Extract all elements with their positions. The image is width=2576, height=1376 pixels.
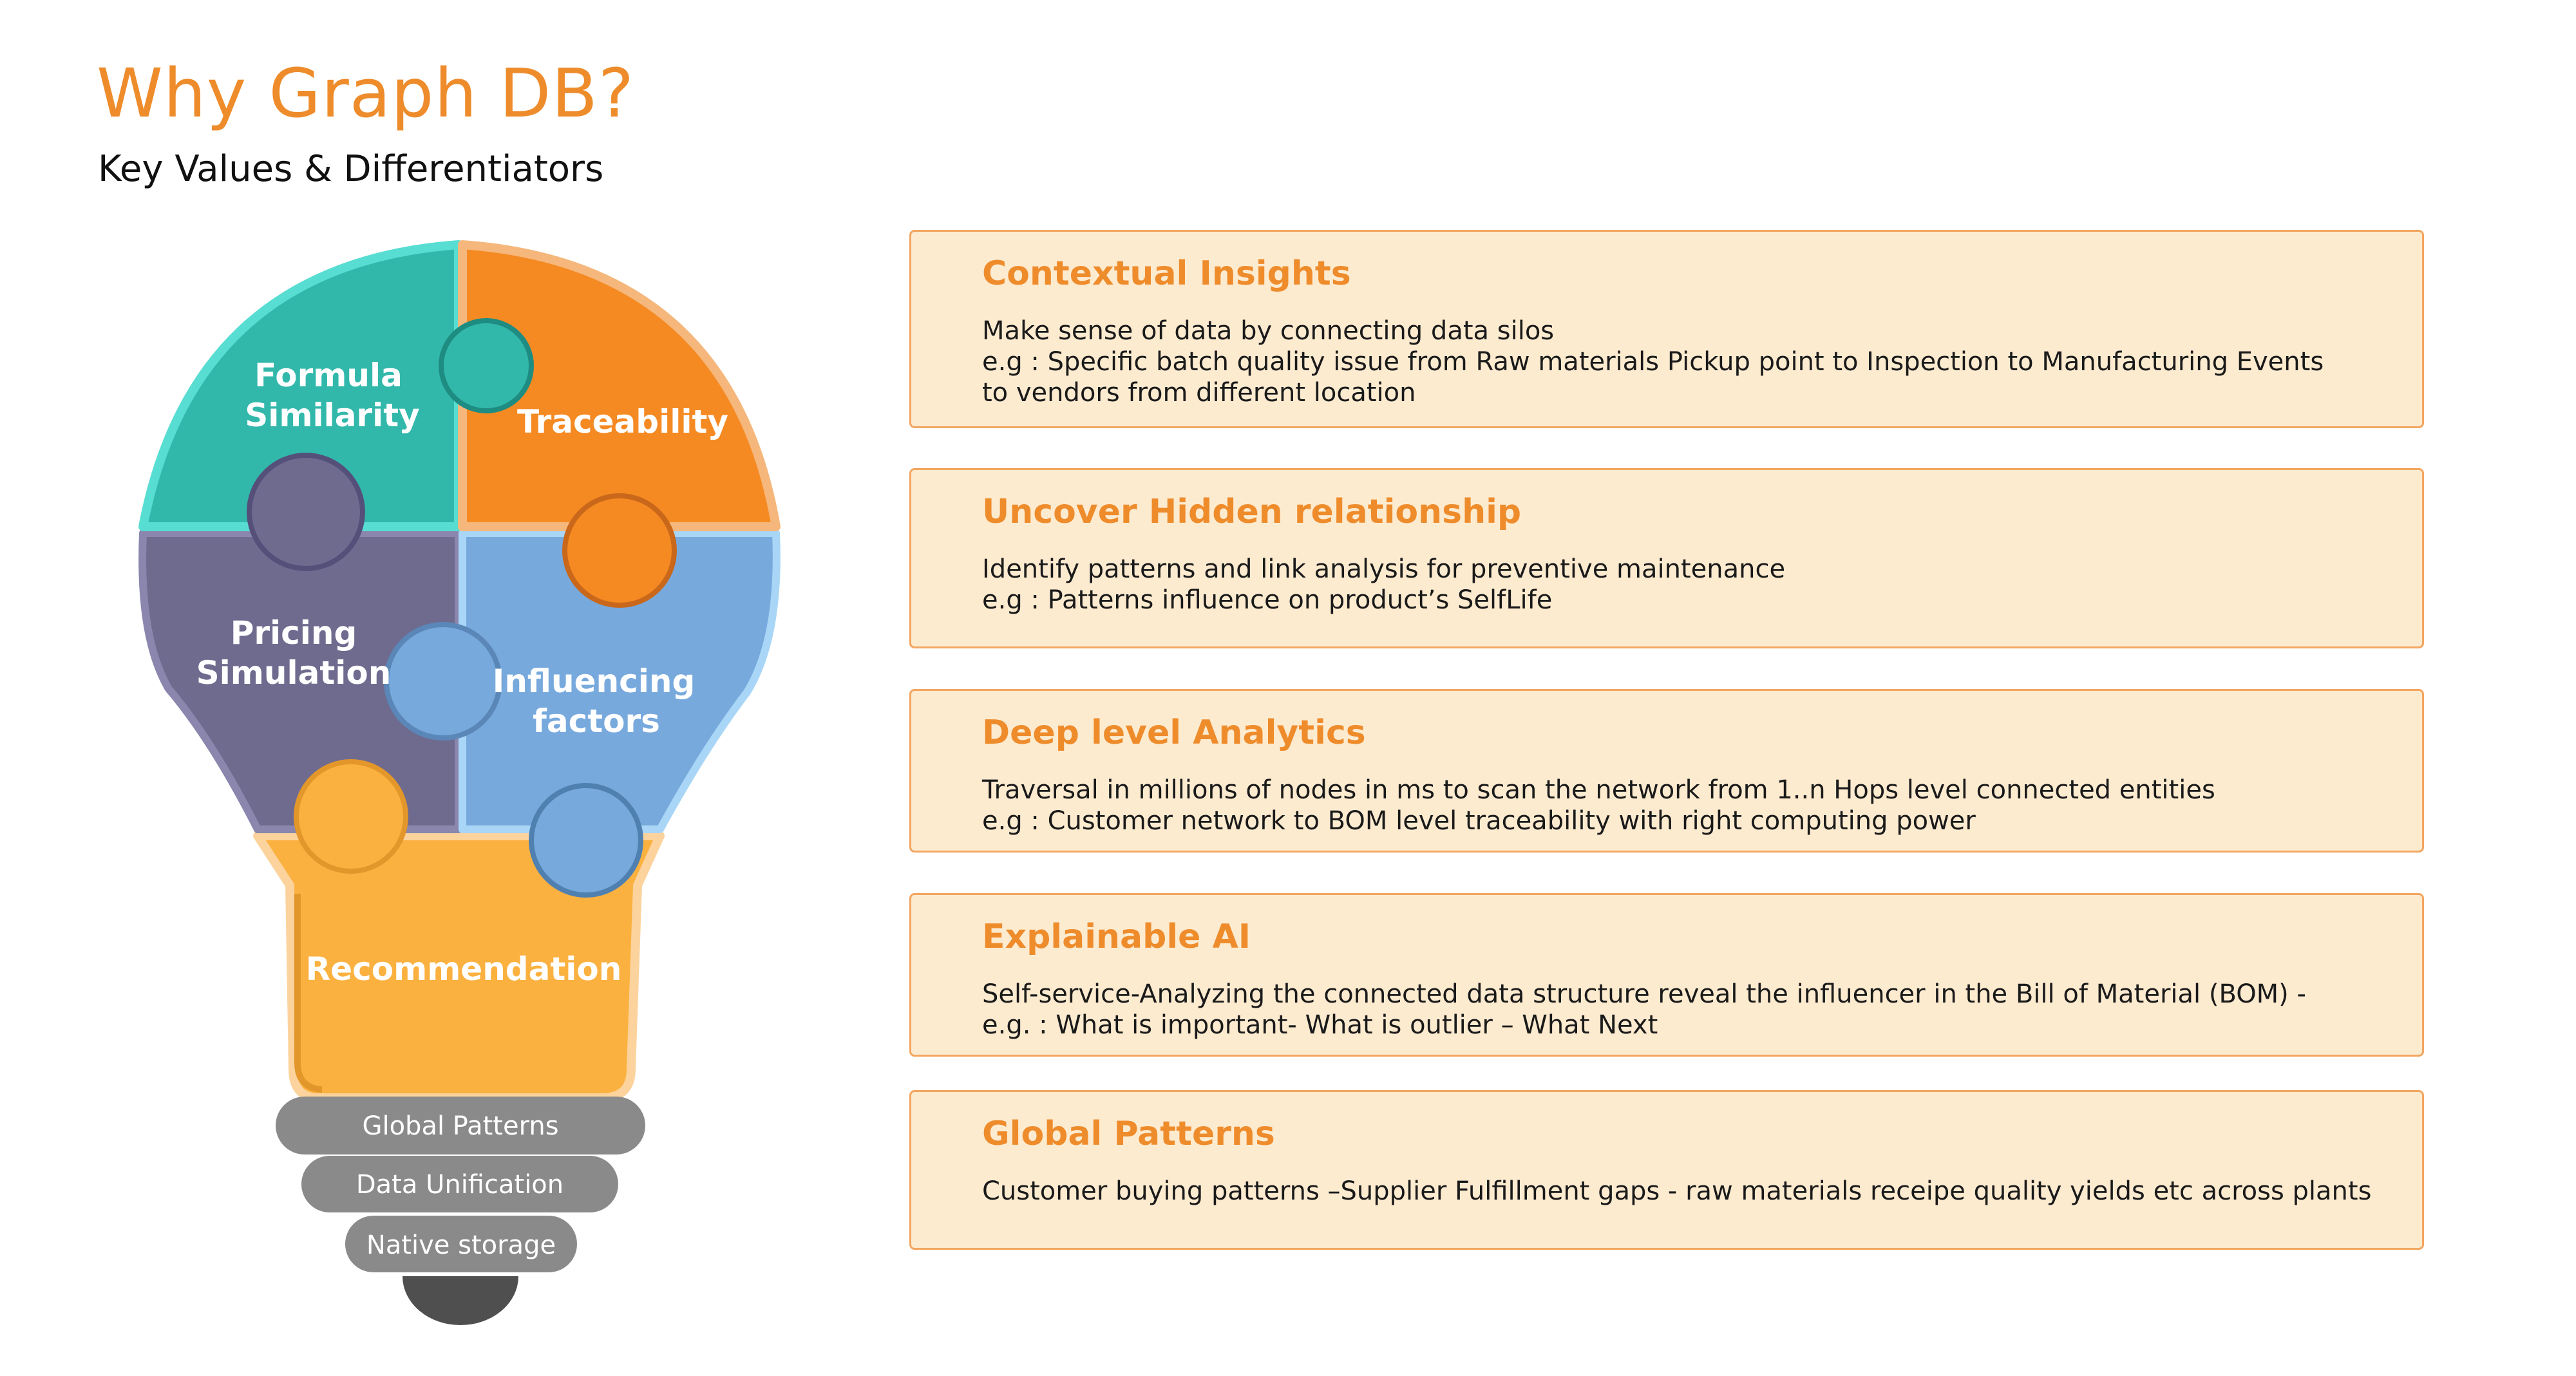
card-title: Deep level Analytics [982, 713, 1366, 752]
recommendation-label: Recommendation [305, 950, 622, 988]
formula-similarity-label-line1: Formula [254, 357, 402, 394]
influencing-factors-label-line2: factors [533, 702, 660, 740]
card-text-line: e.g. : What is important- What is outlier – What Next [982, 1010, 1658, 1040]
card-text-line: Customer buying patterns –Supplier Fulfillment gaps - raw materials receipe quality yields etc across plants [982, 1176, 2372, 1206]
card-title: Uncover Hidden relationship [982, 493, 1522, 531]
page-title: Why Graph DB? [97, 54, 635, 133]
card-contextual-insights [909, 230, 2424, 428]
card-explainable-ai [909, 893, 2424, 1057]
card-text-line: e.g : Patterns influence on product’s SelfLife [982, 585, 1553, 615]
card-text-line: Make sense of data by connecting data silos [982, 316, 1555, 346]
card-global-patterns [909, 1090, 2424, 1250]
card-deep-level-analytics [909, 689, 2424, 853]
card-text-line: Identify patterns and link analysis for preventive maintenance [982, 554, 1786, 584]
pricing-simulation-label-line1: Pricing [230, 614, 357, 652]
card-title: Contextual Insights [982, 254, 1351, 293]
bulb-tip [402, 1276, 518, 1325]
card-text-line: Traversal in millions of nodes in ms to scan the network from 1..n Hops level connected entities [982, 775, 2215, 805]
card-text-line: e.g : Customer network to BOM level traceability with right computing power [982, 806, 1976, 836]
base-label-data-unification: Data Unification [355, 1170, 564, 1200]
pricing-simulation-label-line2: Simulation [196, 654, 392, 692]
page-subtitle: Key Values & Differentiators [98, 148, 604, 190]
card-text-line: e.g : Specific batch quality issue from Raw materials Pickup point to Inspection to Manufacturing Events [982, 346, 2324, 377]
traceability-label: Traceability [516, 403, 729, 440]
base-label-global-patterns: Global Patterns [362, 1111, 559, 1141]
influencing-factors-label-line1: Influencing [492, 663, 696, 700]
card-text-line: Self-service-Analyzing the connected data structure reveal the influencer in the Bill of Material (BOM) - [982, 979, 2306, 1009]
card-text-line: to vendors from different location [982, 377, 1416, 408]
card-title: Explainable AI [982, 918, 1251, 956]
card-title: Global Patterns [982, 1115, 1275, 1153]
card-uncover-hidden-relationship [909, 468, 2424, 648]
base-label-native-storage: Native storage [366, 1230, 556, 1260]
formula-similarity-label-line2: Similarity [245, 397, 420, 434]
lightbulb-puzzle-diagram [0, 0, 837, 1376]
